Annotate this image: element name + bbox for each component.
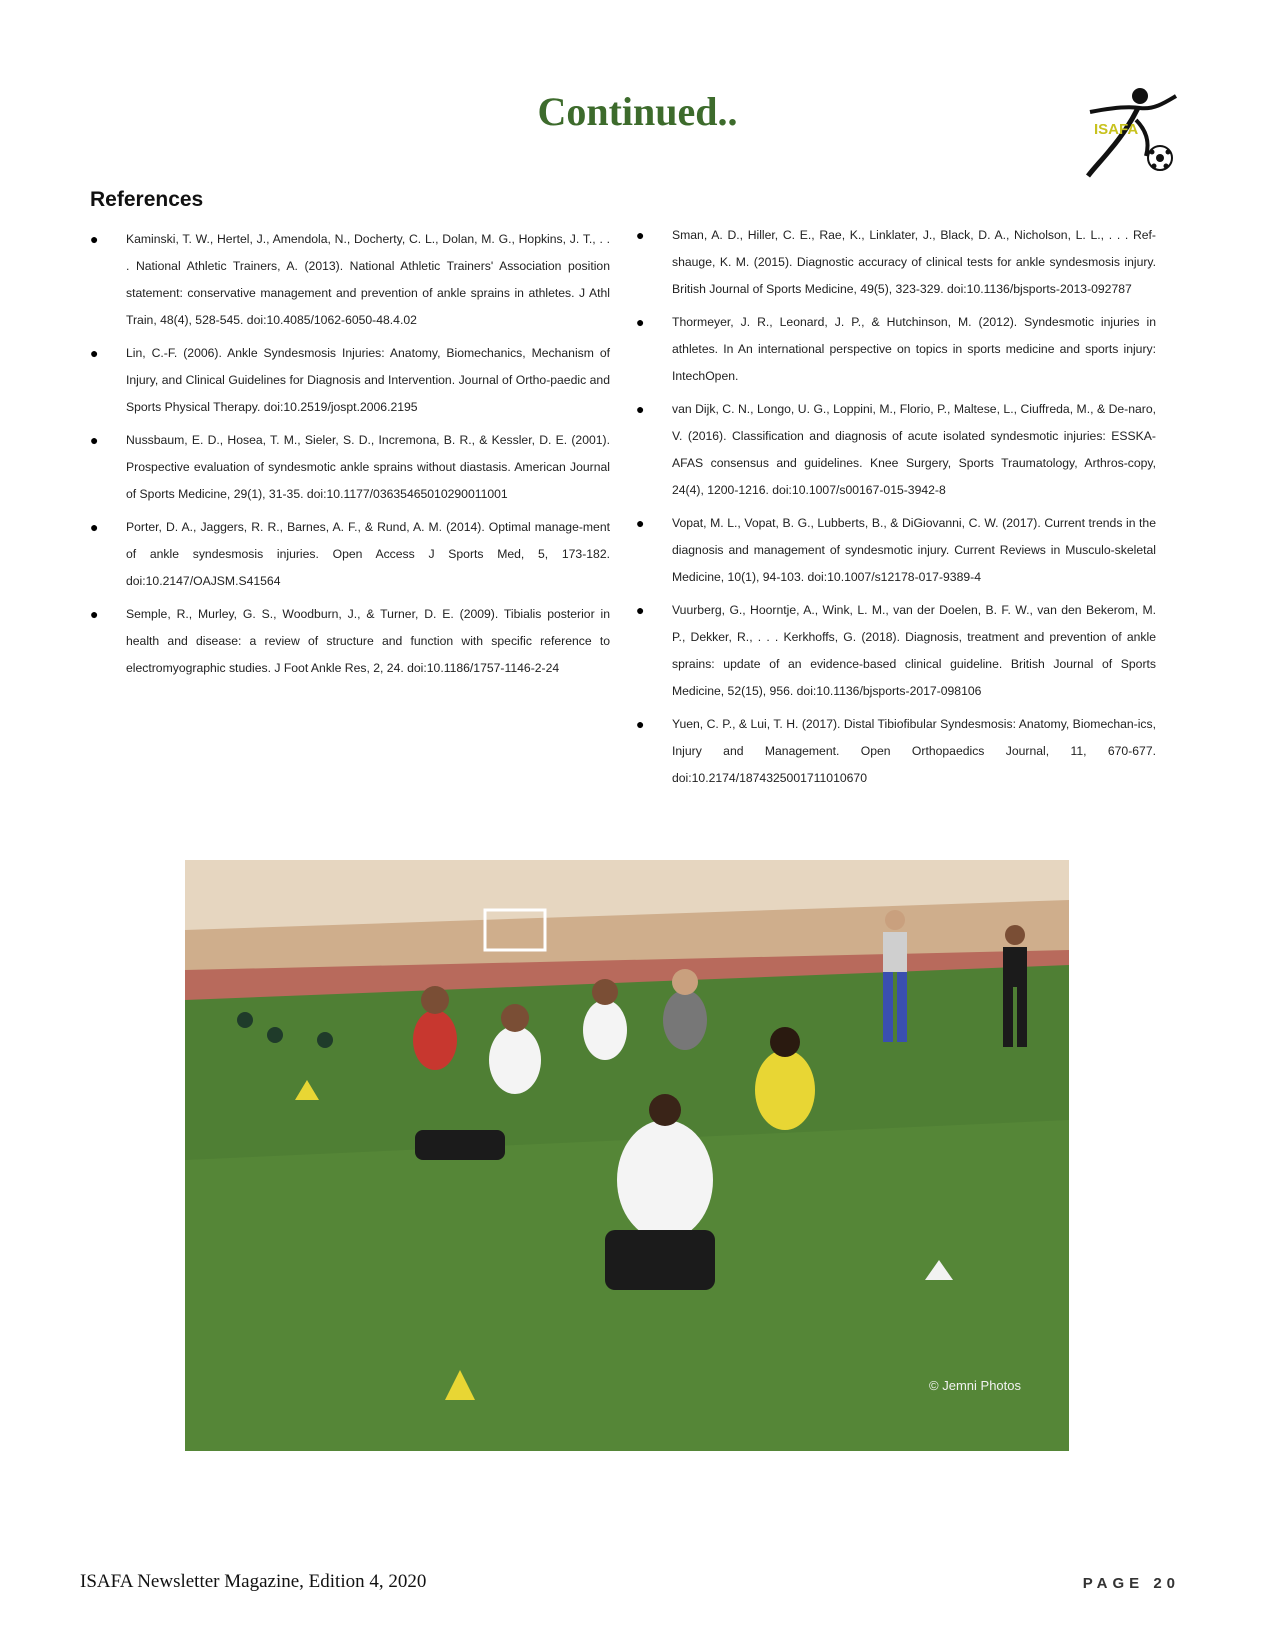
svg-text:ISAFA: ISAFA xyxy=(1094,121,1139,138)
bullet-icon: ● xyxy=(636,515,645,531)
bullet-icon: ● xyxy=(90,345,99,361)
page-title: Continued.. xyxy=(537,89,738,134)
references-left-column xyxy=(90,226,610,688)
ball xyxy=(317,1032,333,1048)
bullet-icon: ● xyxy=(90,231,99,247)
bullet-icon: ● xyxy=(636,602,645,618)
training-photo xyxy=(185,860,1069,1451)
references-heading: References xyxy=(90,188,204,211)
page-number: PAGE 20 xyxy=(1082,1575,1180,1592)
bullet-icon: ● xyxy=(636,314,645,330)
reference-item: ● Sman, A. D., Hiller, C. E., Rae, K., Linklater, J., Black, D. A., Nicholson, L. L., . . . Ref-shauge, K. M. (2015). Diagnostic accuracy of clinical tests for ankle syndesmosis injury. British Journal of Sports Medicine, 49(5), 323-329. doi:10.1136/bjsports-2013-092787 xyxy=(636,222,1156,303)
reference-item: ● Yuen, C. P., & Lui, T. H. (2017). Distal Tibiofibular Syndesmosis: Anatomy, Biomechan-ics, Injury and Management. Open Orthopaedics Journal, 11, 670-677. doi:10.2174/1874325001711010670 xyxy=(636,711,1156,792)
reference-item: ● Lin, C.-F. (2006). Ankle Syndesmosis Injuries: Anatomy, Biomechanics, Mechanism of Injury, and Clinical Guidelines for Diagnosis and Intervention. Journal of Ortho-paedic and Sports Physical Therapy. doi:10.2519/jospt.2006.2195 xyxy=(90,340,610,421)
bullet-icon: ● xyxy=(636,716,645,732)
reference-item: ● Kaminski, T. W., Hertel, J., Amendola, N., Docherty, C. L., Dolan, M. G., Hopkins, J. T., . . . National Athletic Trainers, A. (2013). National Athletic Trainers' Association position statement: conservative management and prevention of ankle sprains in athletes. J Athl Train, 48(4), 528-545. doi:10.4085/1062-6050-48.4.02 xyxy=(90,226,610,334)
reference-item: ● Porter, D. A., Jaggers, R. R., Barnes, A. F., & Rund, A. M. (2014). Optimal manage-ment of ankle syndesmosis injuries. Open Access J Sports Med, 5, 173-182. doi:10.2147/OAJSM.S41564 xyxy=(90,514,610,595)
ball xyxy=(237,1012,253,1028)
footer-publication: ISAFA Newsletter Magazine, Edition 4, 2020 xyxy=(80,1571,427,1592)
reference-item: ● Vuurberg, G., Hoorntje, A., Wink, L. M., van der Doelen, B. F. W., van den Bekerom, M. P., Dekker, R., . . . Kerkhoffs, G. (2018). Diagnosis, treatment and prevention of ankle sprains: update of an evidence-based clinical guideline. British Journal of Sports Medicine, 52(15), 956. doi:10.1136/bjsports-2017-098106 xyxy=(636,597,1156,705)
reference-item: ● van Dijk, C. N., Longo, U. G., Loppini, M., Florio, P., Maltese, L., Ciuffreda, M., & De-naro, V. (2016). Classification and diagnosis of acute isolated syndesmotic injuries: ESSKA-AFAS consensus and guidelines. Knee Surgery, Sports Traumatology, Arthros-copy, 24(4), 1200-1216. doi:10.1007/s00167-015-3942-8 xyxy=(636,396,1156,504)
bullet-icon: ● xyxy=(636,227,645,243)
reference-item: ● Thormeyer, J. R., Leonard, J. P., & Hutchinson, M. (2012). Syndesmotic injuries in athletes. In An international perspective on topics in sports medicine and sports injury: IntechOpen. xyxy=(636,309,1156,390)
reference-item: ● Nussbaum, E. D., Hosea, T. M., Sieler, S. D., Incremona, B. R., & Kessler, D. E. (2001). Prospective evaluation of syndesmotic ankle sprains without diastasis. American Journal of Sports Medicine, 29(1), 31-35. doi:10.1177/03635465010290011001 xyxy=(90,427,610,508)
bullet-icon: ● xyxy=(90,519,99,535)
bullet-icon: ● xyxy=(636,401,645,417)
bullet-icon: ● xyxy=(90,606,99,622)
bullet-icon: ● xyxy=(90,432,99,448)
reference-item: ● Semple, R., Murley, G. S., Woodburn, J., & Turner, D. E. (2009). Tibialis posterior in health and disease: a review of structure and function with specific reference to electromyographic studies. J Foot Ankle Res, 2, 24. doi:10.1186/1757-1146-2-24 xyxy=(90,601,610,682)
ball xyxy=(267,1027,283,1043)
references-right-column xyxy=(636,222,1156,798)
photo-credit: © Jemni Photos xyxy=(929,1378,1021,1393)
reference-item: ● Vopat, M. L., Vopat, B. G., Lubberts, B., & DiGiovanni, C. W. (2017). Current trends in the diagnosis and management of syndesmotic injury. Current Reviews in Musculo-skeletal Medicine, 10(1), 94-103. doi:10.1007/s12178-017-9389-4 xyxy=(636,510,1156,591)
isafa-logo xyxy=(1080,84,1180,184)
